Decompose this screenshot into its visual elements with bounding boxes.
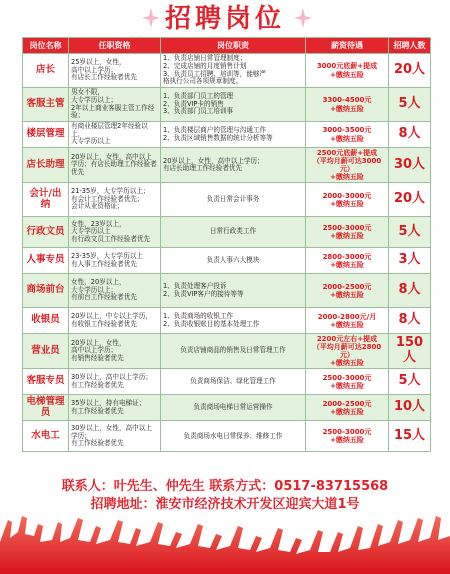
count-cell: 3人 <box>389 248 431 274</box>
salary-cell <box>306 421 389 452</box>
qualification-cell-line: 20岁以上，女性，高中以上 <box>71 152 152 161</box>
qualification-cell-line: 学历；有店长助理工作经验者 <box>71 160 157 169</box>
qualification-cell <box>69 308 161 334</box>
duties-cell-line: 3、负责员工招聘、培训等，能够严 <box>163 69 267 78</box>
duties-cell-line: 负责日常会计事务 <box>206 194 260 203</box>
qualification-cell-line: 23-35岁，大专学历以上 <box>71 252 143 261</box>
qualification-cell <box>69 183 161 217</box>
salary-cell-line: +缴纳五险 <box>330 232 364 241</box>
duties-cell-line: 2、负责区域销售数据的统计分析等等 <box>163 133 273 142</box>
table-row <box>23 248 431 274</box>
duties-cell-line: 负责商场保洁、绿化管理工作 <box>190 377 276 386</box>
table-row <box>23 54 431 88</box>
salary-cell-line: 2500-3000元 <box>322 373 372 382</box>
qualification-cell-line: 20岁以上，中专以上学历， <box>71 312 152 321</box>
qualification-cell <box>69 369 161 395</box>
salary-cell-line: 2000-2800元/月 <box>317 312 377 321</box>
duties-cell <box>161 334 306 369</box>
header-salary: 薪资待遇 <box>306 38 389 54</box>
position-cell: 人事专员 <box>23 248 69 274</box>
qualification-cell-line: 大专学历以上； <box>71 285 118 294</box>
qualification-cell-line: 有商业楼层管理2年经验以上， <box>71 122 148 138</box>
position-cell: 收银员 <box>23 308 69 334</box>
header-duties: 岗位职责 <box>161 38 306 54</box>
salary-cell <box>306 369 389 395</box>
qualification-cell-line: 女性，23岁以上， <box>71 219 126 228</box>
duties-cell <box>161 122 306 148</box>
qualification-cell-line: 30岁以上，高中以上学历； <box>71 373 152 382</box>
count-cell: 10人 <box>389 395 431 421</box>
duties-cell-line: 1、负责处理客户投诉 <box>163 282 227 291</box>
position-cell: 客服主管 <box>23 88 69 122</box>
salary-cell-line: （平均月薪可达3000元） <box>312 157 382 174</box>
salary-cell-line: 3300-4500元 <box>322 96 372 105</box>
salary-cell <box>306 395 389 421</box>
salary-cell <box>306 122 389 148</box>
position-cell: 水电工 <box>23 421 69 452</box>
position-cell: 店长助理 <box>23 148 69 183</box>
qualification-cell <box>69 334 161 369</box>
salary-cell-line: 2500-3000元 <box>322 224 372 233</box>
salary-cell-line: 2000-2500元 <box>322 399 372 408</box>
position-cell: 商场前台 <box>23 274 69 308</box>
qualification-cell-line: 有工作经验者优先 <box>71 439 124 448</box>
salary-cell-line: 2800-3000元 <box>322 252 372 261</box>
table-row <box>23 183 431 217</box>
position-cell: 电梯管理员 <box>23 395 69 421</box>
page-title: 招聘岗位 <box>164 4 285 34</box>
salary-cell-line: +缴纳五险 <box>330 173 364 182</box>
table-row <box>23 217 431 248</box>
qualification-cell-line: 女性，20岁以上， <box>71 278 126 287</box>
duties-cell <box>161 217 306 248</box>
salary-cell-line: 2200元左右+提成 <box>316 335 378 344</box>
duties-cell-line: 3、负责部门员工培训事 <box>163 107 234 116</box>
salary-cell-line: +缴纳五险 <box>330 290 364 299</box>
salary-cell-line: （平均月薪可达2800元） <box>312 343 382 360</box>
table-row <box>23 88 431 122</box>
table-row <box>23 395 431 421</box>
qualification-cell-line: 35岁以上，持有电梯证； <box>71 399 146 408</box>
duties-cell <box>161 248 306 274</box>
duties-cell-line: 2、负责VIP客户的接待等等 <box>163 289 244 298</box>
qualification-cell <box>69 122 161 148</box>
salary-cell-line: 3000-3500元 <box>322 126 372 135</box>
salary-cell <box>306 148 389 183</box>
qualification-cell-line: 有工作经验者优先 <box>71 406 124 415</box>
table-row <box>23 334 431 369</box>
duties-cell <box>161 54 306 88</box>
duties-cell-line: 负责人事六大模块 <box>206 255 260 264</box>
position-cell: 行政文员 <box>23 217 69 248</box>
qualification-cell-line: 高中以上学历； <box>71 65 118 74</box>
count-cell: 5人 <box>389 369 431 395</box>
qualification-cell-line: 大专学历以上 <box>71 227 111 236</box>
qualification-cell-line: 有收银工作经验者优先 <box>71 319 137 328</box>
table-header-row <box>23 38 431 54</box>
table-row <box>23 274 431 308</box>
duties-cell-line: 日常行政类工作 <box>209 227 257 236</box>
qualification-cell-line: 有店长工作经验者优先 <box>71 73 137 82</box>
salary-cell-line: 2000-3000元 <box>322 191 372 200</box>
header-position: 岗位名称 <box>23 38 69 54</box>
qualification-cell <box>69 248 161 274</box>
table-row <box>23 421 431 452</box>
duties-cell-line: 1、负责楼层商户的管理与沟通工作 <box>163 125 267 134</box>
duties-cell-line: 1、负责商场的收银工作 <box>163 312 234 321</box>
qualification-cell-line: 有行政文员工作经验者优先 <box>71 234 151 243</box>
count-cell: 20人 <box>389 183 431 217</box>
salary-cell <box>306 88 389 122</box>
qualification-cell-line: 21-35岁，大专学历以上； <box>71 187 150 196</box>
count-cell: 150人 <box>389 334 431 369</box>
qualification-cell-line: 30岁以上，女性，高中以上 <box>71 424 152 432</box>
salary-cell-line: 2500-3000元 <box>322 428 372 437</box>
count-cell: 8人 <box>389 308 431 334</box>
table-row <box>23 148 431 183</box>
spark-decoration-right-icon <box>292 6 314 30</box>
job-table <box>22 37 431 452</box>
count-cell: 30人 <box>389 148 431 183</box>
qualification-cell-line: 大专学历以上； <box>71 95 118 104</box>
table-row <box>23 308 431 334</box>
position-cell: 会计/出纳 <box>23 183 69 217</box>
qualification-cell-line: 有销售经验者优先 <box>71 354 124 363</box>
salary-cell-line: +缴纳五险 <box>330 70 364 79</box>
table-row <box>23 122 431 148</box>
qualification-cell <box>69 217 161 248</box>
duties-cell <box>161 274 306 308</box>
duties-cell-line: 20岁以上，女性，高中以上学历； <box>163 156 264 165</box>
duties-cell-line: 2、负责收银账目的基本处理工作 <box>163 319 260 328</box>
salary-cell <box>306 274 389 308</box>
salary-cell-line: +缴纳五险 <box>330 381 364 390</box>
salary-cell-line: 2000-2500元 <box>322 282 372 291</box>
salary-cell-line: +缴纳五险 <box>330 134 364 143</box>
qualification-cell <box>69 395 161 421</box>
qualification-cell-line: 会计从业资格证； <box>71 202 124 211</box>
salary-cell-line: +缴纳五险 <box>330 407 364 416</box>
duties-cell <box>161 395 306 421</box>
salary-cell <box>306 248 389 274</box>
position-cell: 楼层管理 <box>23 122 69 148</box>
qualification-cell-line: 有前台工作经验者优先 <box>71 293 137 302</box>
duties-cell <box>161 308 306 334</box>
count-cell: 20人 <box>389 54 431 88</box>
salary-cell <box>306 334 389 369</box>
qualification-cell-line: 有会计工作经验者优先； <box>71 194 144 203</box>
salary-cell-line: +缴纳五险 <box>330 320 364 329</box>
qualification-cell-line: 男女不限， <box>71 88 104 97</box>
count-cell: 8人 <box>389 274 431 308</box>
count-cell: 5人 <box>389 88 431 122</box>
salary-cell-line: +缴纳五险 <box>330 199 364 208</box>
qualification-cell-line: 2年以上商业客服主管工作经验； <box>71 103 155 120</box>
qualification-cell <box>69 54 161 88</box>
duties-cell-line: 负责商场电梯日常运营操作 <box>193 403 273 412</box>
qualification-cell <box>69 274 161 308</box>
duties-cell-line: 1、负责店铺日常管理制度； <box>163 54 247 63</box>
duties-cell-line: 1、负责部门员工的管理 <box>163 92 234 101</box>
duties-cell-line: 负责店铺商品的销售及日常管理工作 <box>180 346 286 355</box>
salary-cell-line: +缴纳五险 <box>330 104 364 113</box>
duties-cell <box>161 148 306 183</box>
qualification-cell-line: 20岁以上，女性， <box>71 338 126 347</box>
salary-cell-line: +缴纳五险 <box>330 436 364 445</box>
duties-cell <box>161 369 306 395</box>
duties-cell-line: 格执行公司各项规章制度。 <box>163 77 243 86</box>
address-line: 招聘地址：淮安市经济技术开发区迎宾大道1号 <box>90 497 360 512</box>
position-cell: 店长 <box>23 54 69 88</box>
count-cell: 5人 <box>389 217 431 248</box>
qualification-cell-line: 大专学历以上 <box>71 137 111 146</box>
qualification-cell-line: 优先 <box>71 167 85 176</box>
qualification-cell <box>69 421 161 452</box>
duties-cell-line: 负责商场水电日常保养、维修工作 <box>183 431 283 440</box>
salary-cell-line: +缴纳五险 <box>330 359 364 368</box>
salary-cell-line: +缴纳五险 <box>330 260 364 269</box>
duties-cell-line: 2、完成店铺的月度销售计划 <box>163 61 247 70</box>
duties-cell <box>161 421 306 452</box>
salary-cell-line: 3000元底薪+提成 <box>316 62 378 71</box>
position-cell: 客服专员 <box>23 369 69 395</box>
salary-cell <box>306 54 389 88</box>
qualification-cell <box>69 148 161 183</box>
salary-cell <box>306 217 389 248</box>
duties-cell-line: 有店长助理工作经验者优先 <box>163 164 243 173</box>
table-row <box>23 369 431 395</box>
duties-cell <box>161 88 306 122</box>
salary-cell <box>306 308 389 334</box>
salary-cell <box>306 183 389 217</box>
header-count: 招聘人数 <box>389 38 431 54</box>
qualification-cell-line: 25岁以上，女性， <box>71 58 126 67</box>
duties-cell <box>161 183 306 217</box>
header-qualification: 任职资格 <box>69 38 161 54</box>
salary-cell-line: 2500元底薪+提成 <box>316 149 378 157</box>
qualification-cell <box>69 88 161 122</box>
qualification-cell-line: 高中以上学历； <box>71 346 118 355</box>
qualification-cell-line: 学历； <box>71 431 91 440</box>
contact-line: 联系人：叶先生、仲先生 联系方式：0517-83715568 <box>61 479 389 494</box>
count-cell: 8人 <box>389 122 431 148</box>
cheering-crowd-icon <box>0 512 450 574</box>
position-cell: 营业员 <box>23 334 69 369</box>
qualification-cell-line: 有人事工作经验者优先 <box>71 259 137 268</box>
qualification-cell-line: 有工作经验者优先 <box>71 380 124 389</box>
count-cell: 15人 <box>389 421 431 452</box>
duties-cell-line: 2、负责VIP卡的销售 <box>163 99 224 108</box>
